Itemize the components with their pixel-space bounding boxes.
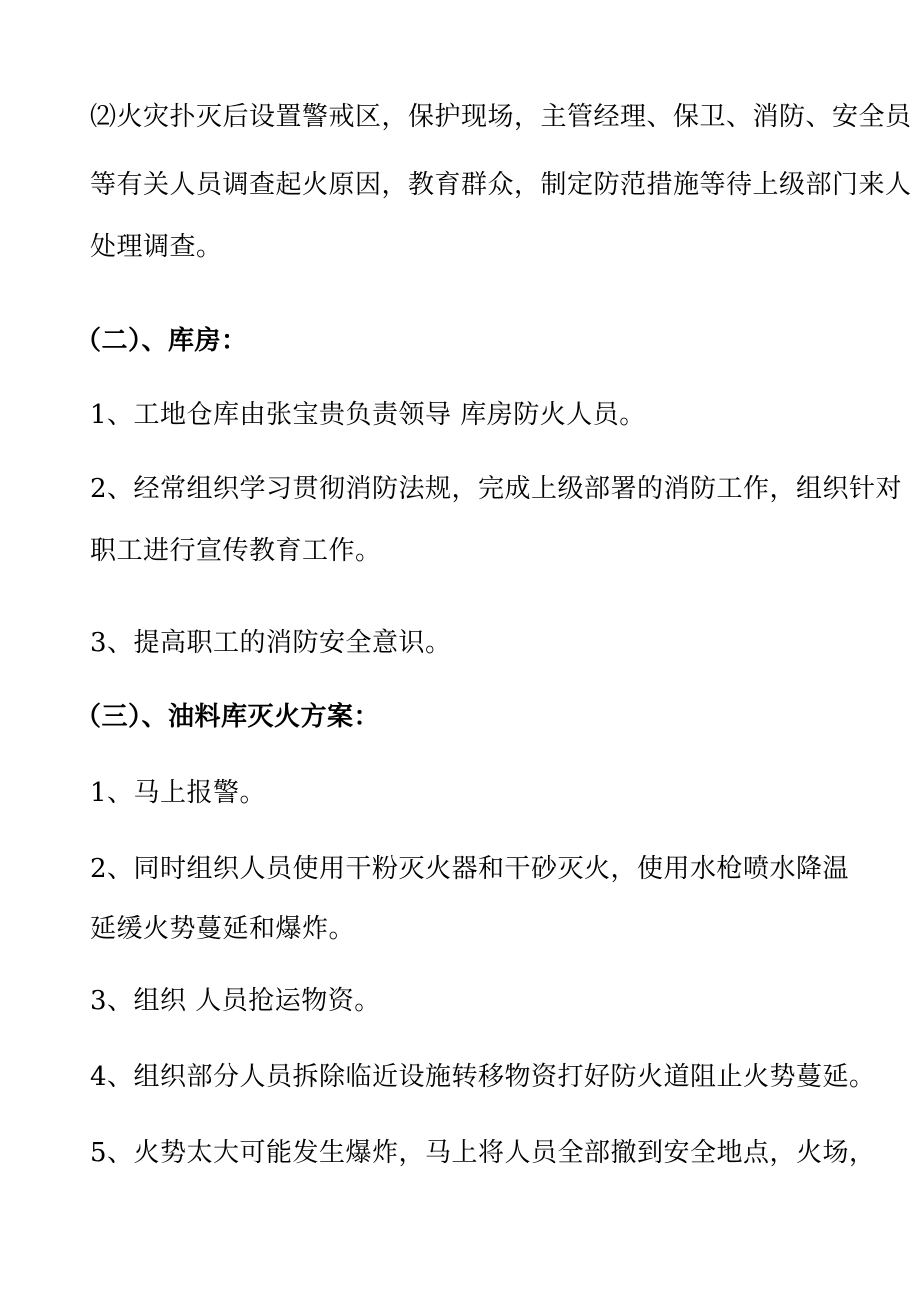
list-item: 2、同时组织人员使用干粉灭火器和干砂灭火，使用水枪喷水降温 xyxy=(90,854,850,884)
list-item: 4、组织部分人员拆除临近设施转移物资打好防火道阻止火势蔓延。 xyxy=(90,1062,876,1092)
list-item: 3、组织 人员抢运物资。 xyxy=(90,986,381,1016)
list-item: 5、火势太大可能发生爆炸，马上将人员全部撤到安全地点，火场， xyxy=(90,1138,876,1168)
paragraph-line: 等有关人员调查起火原因，教育群众，制定防范措施等待上级部门来人 xyxy=(90,170,912,200)
list-item: 2、经常组织学习贯彻消防法规，完成上级部署的消防工作，组织针对 xyxy=(90,474,903,504)
list-item: 3、提高职工的消防安全意识。 xyxy=(90,628,452,658)
list-item-continuation: 延缓火势蔓延和爆炸。 xyxy=(90,914,356,944)
paragraph-line: ⑵火灾扑灭后设置警戒区，保护现场，主管经理、保卫、消防、安全员 xyxy=(90,102,912,132)
paragraph-line: 处理调查。 xyxy=(90,232,223,262)
section-heading: （二）、库房： xyxy=(75,326,248,356)
list-item: 1、工地仓库由张宝贵负责领导 库房防火人员。 xyxy=(90,400,646,430)
list-item: 1、马上报警。 xyxy=(90,778,267,808)
section-heading: （三）、油料库灭火方案： xyxy=(75,702,381,732)
list-item-continuation: 职工进行宣传教育工作。 xyxy=(90,536,382,566)
